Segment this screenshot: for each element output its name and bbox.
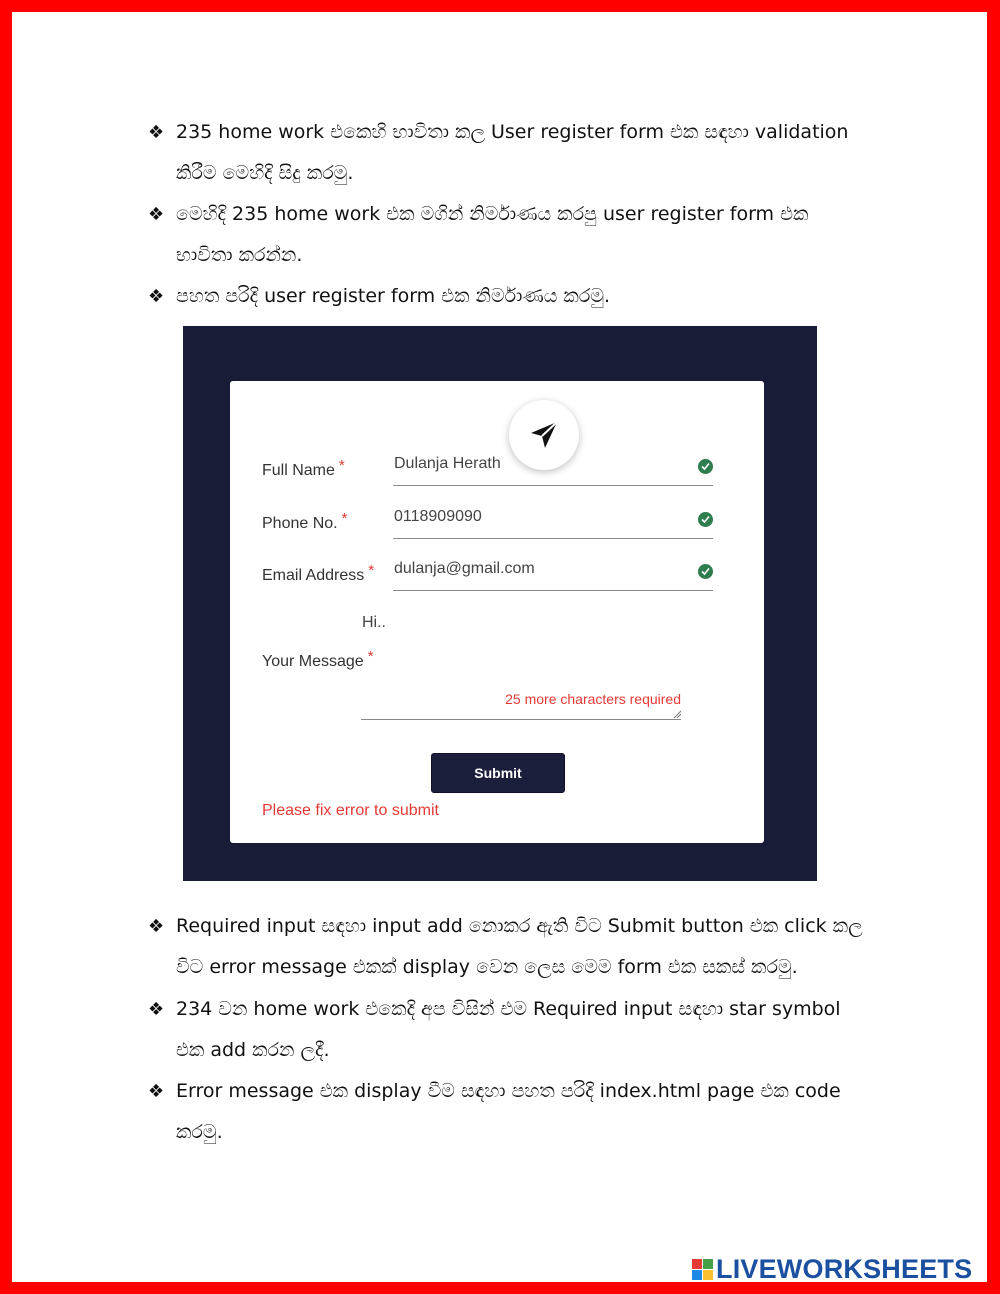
message-value: Hi.. [362, 614, 386, 631]
phone-label: Phone No. * [262, 510, 348, 532]
diamond-bullet-icon: ❖ [148, 204, 165, 225]
character-count-hint: 25 more characters required [505, 691, 681, 707]
form-error-message: Please fix error to submit [262, 802, 439, 819]
bullet-line: Error message එක display වීම සඳහා පහත පරිදි index.html page එක code [176, 1080, 841, 1102]
bullet-item [148, 276, 888, 317]
resize-handle-icon[interactable] [673, 710, 681, 718]
phone-input[interactable] [393, 504, 713, 539]
liveworksheets-logo [692, 1254, 972, 1284]
top-instructions [148, 112, 888, 317]
bullet-item [148, 906, 888, 988]
bullet-line: Required input සඳහා input add නොකර ඇති විට Submit button එක click කල [176, 915, 863, 937]
email-value: dulanja@gmail.com [394, 560, 535, 577]
live-squares-icon [692, 1259, 713, 1280]
bullet-line: 234 වන home work එකෙදි අප විසින් එම Required input සඳහා star symbol [176, 998, 841, 1020]
diamond-bullet-icon: ❖ [148, 999, 165, 1020]
email-input[interactable] [393, 556, 713, 591]
full-name-input[interactable] [393, 451, 713, 486]
bullet-line: කරමු. [176, 1121, 223, 1143]
diamond-bullet-icon: ❖ [148, 122, 165, 143]
required-star: * [367, 648, 374, 665]
diamond-bullet-icon: ❖ [148, 286, 165, 307]
check-circle-icon [698, 564, 713, 579]
bullet-item [148, 112, 888, 194]
submit-button[interactable]: Submit [431, 753, 565, 793]
bullet-line: 235 home work එකෙහි භාවිතා කල User register form එක සඳහා validation [176, 121, 849, 143]
required-star: * [368, 562, 375, 579]
register-form-card [230, 381, 764, 843]
email-label: Email Address * [262, 562, 375, 584]
bullet-item [148, 194, 888, 276]
bullet-line: පහත පරිදි user register form එක නිර්මාණය කරමු. [176, 285, 611, 307]
bullet-line: කිරීම මෙහිදි සිදු කරමු. [176, 162, 354, 184]
check-circle-icon [698, 512, 713, 527]
required-star: * [341, 510, 348, 527]
full-name-label: Full Name * [262, 457, 345, 479]
diamond-bullet-icon: ❖ [148, 1081, 165, 1102]
bottom-instructions [148, 906, 888, 1153]
bullet-line: මෙහිදි 235 home work එක මගින් නිර්මාණය කරපු user register form එක [176, 203, 809, 225]
brand-wordmark: LIVEWORKSHEETS [716, 1253, 973, 1284]
full-name-value: Dulanja Herath [394, 455, 501, 472]
required-star: * [338, 457, 345, 474]
bullet-line: එක add කරන ලදී. [176, 1039, 330, 1061]
form-screenshot [183, 326, 817, 881]
message-label: Your Message * [262, 648, 374, 670]
phone-value: 0118909090 [394, 508, 482, 525]
diamond-bullet-icon: ❖ [148, 916, 165, 937]
bullet-item [148, 1071, 888, 1153]
bullet-line: භාවිතා කරන්න. [176, 244, 303, 266]
bullet-line: විට error message එකක් display වෙන ලෙස මෙම form එක සකස් කරමු. [176, 956, 798, 978]
check-circle-icon [698, 459, 713, 474]
bullet-item [148, 989, 888, 1071]
message-textarea[interactable] [361, 608, 681, 720]
